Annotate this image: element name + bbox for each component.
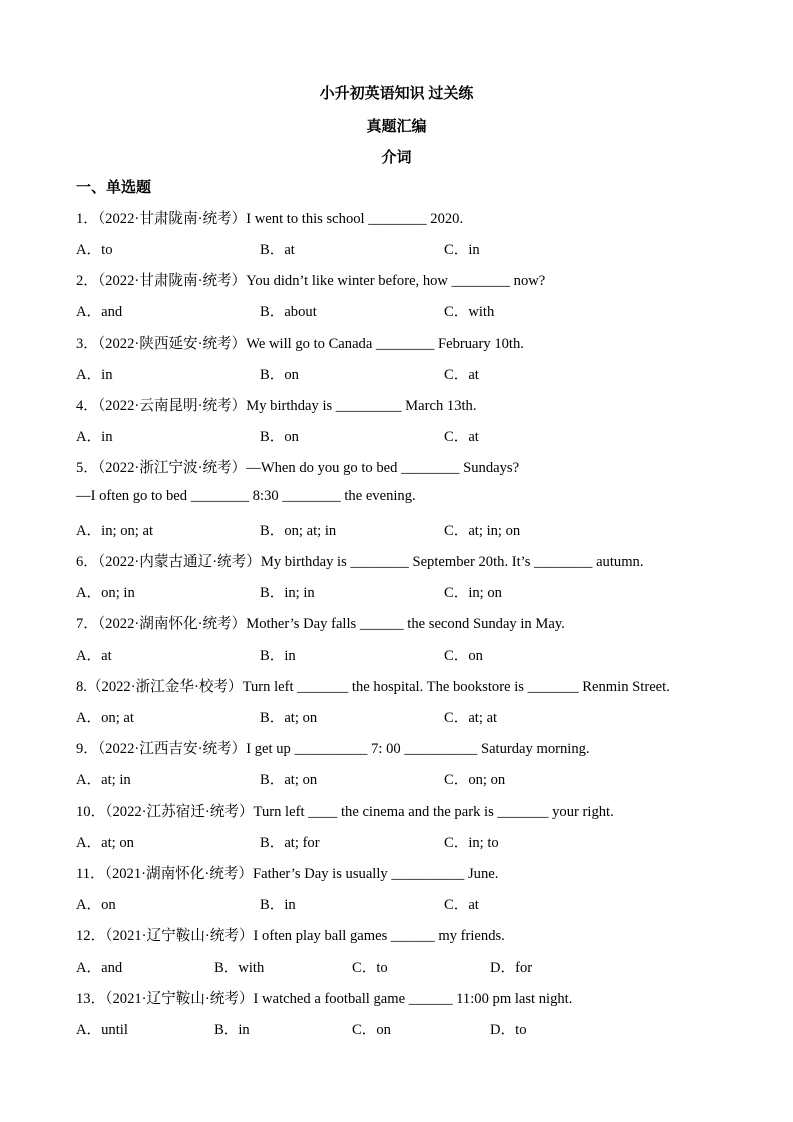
option-b: B．in	[214, 1022, 250, 1038]
option-b: B．in; in	[260, 585, 315, 601]
option-a: A．until	[76, 1022, 128, 1038]
question-stem: 3．（2022·陕西延安·统考）We will go to Canada ________ February 10th.	[76, 336, 524, 352]
question-stem: 2．（2022·甘肃陇南·统考）You didn’t like winter before, how ________ now?	[76, 273, 546, 289]
option-c: C．at	[444, 429, 479, 445]
option-a: A．on; in	[76, 585, 135, 601]
option-a: A．in; on; at	[76, 523, 154, 539]
option-b: B．at	[260, 242, 295, 258]
section-heading: 一、单选题	[76, 180, 152, 196]
option-d: D．to	[490, 1022, 527, 1038]
option-c: C．in; to	[444, 835, 499, 851]
option-c: C．at; in; on	[444, 523, 521, 539]
question-stem-line-2: —I often go to bed ________ 8:30 ________ the evening.	[76, 488, 416, 504]
option-c: C．in; on	[444, 585, 502, 601]
option-b: B．at; for	[260, 835, 320, 851]
option-a: A．at; on	[76, 835, 134, 851]
document-topic: 介词	[381, 150, 412, 166]
option-d: D．for	[490, 960, 533, 976]
option-c: C．at; at	[444, 710, 498, 726]
document-subtitle: 真题汇编	[366, 119, 427, 135]
question-stem: 1．（2022·甘肃陇南·统考）I went to this school ________ 2020.	[76, 211, 464, 227]
option-c: C．in	[444, 242, 480, 258]
option-a: A．and	[76, 304, 123, 320]
option-a: A．at; in	[76, 772, 131, 788]
option-a: A．in	[76, 429, 113, 445]
option-c: C．at	[444, 897, 479, 913]
option-b: B．on; at; in	[260, 523, 337, 539]
option-b: B．at; on	[260, 772, 318, 788]
option-a: A．in	[76, 367, 113, 383]
option-c: C．to	[352, 960, 388, 976]
question-stem: 7．（2022·湖南怀化·统考）Mother’s Day falls ______ the second Sunday in May.	[76, 616, 565, 632]
option-b: B．in	[260, 897, 296, 913]
option-a: A．at	[76, 648, 112, 664]
option-a: A．and	[76, 960, 123, 976]
option-c: C．with	[444, 304, 495, 320]
question-stem: 5．（2022·浙江宁波·统考）—When do you go to bed ________ Sundays?	[76, 460, 520, 476]
option-b: B．on	[260, 429, 299, 445]
option-b: B．in	[260, 648, 296, 664]
document-title: 小升初英语知识 过关练	[319, 86, 474, 102]
option-c: C．on; on	[444, 772, 506, 788]
option-c: C．on	[444, 648, 483, 664]
question-stem: 8.（2022·浙江金华·校考）Turn left _______ the hospital. The bookstore is _______ Renmin Street.	[76, 679, 670, 695]
option-a: A．to	[76, 242, 113, 258]
option-b: B．at; on	[260, 710, 318, 726]
question-stem: 6．（2022·内蒙古通辽·统考）My birthday is ________ September 20th. It’s ________ autumn.	[76, 554, 644, 570]
question-stem: 12．（2021·辽宁鞍山·统考）I often play ball games ______ my friends.	[76, 928, 505, 944]
question-stem: 9．（2022·江西吉安·统考）I get up __________ 7: 00 __________ Saturday morning.	[76, 741, 590, 757]
option-a: A．on	[76, 897, 116, 913]
option-b: B．on	[260, 367, 299, 383]
option-a: A．on; at	[76, 710, 134, 726]
option-b: B．with	[214, 960, 265, 976]
question-stem: 4．（2022·云南昆明·统考）My birthday is _________ March 13th.	[76, 398, 477, 414]
option-c: C．on	[352, 1022, 391, 1038]
question-stem: 10．（2022·江苏宿迁·统考）Turn left ____ the cinema and the park is _______ your right.	[76, 804, 614, 820]
question-stem: 11．（2021·湖南怀化·统考）Father’s Day is usually __________ June.	[76, 866, 499, 882]
option-b: B．about	[260, 304, 317, 320]
option-c: C．at	[444, 367, 479, 383]
question-stem: 13．（2021·辽宁鞍山·统考）I watched a football game ______ 11:00 pm last night.	[76, 991, 573, 1007]
